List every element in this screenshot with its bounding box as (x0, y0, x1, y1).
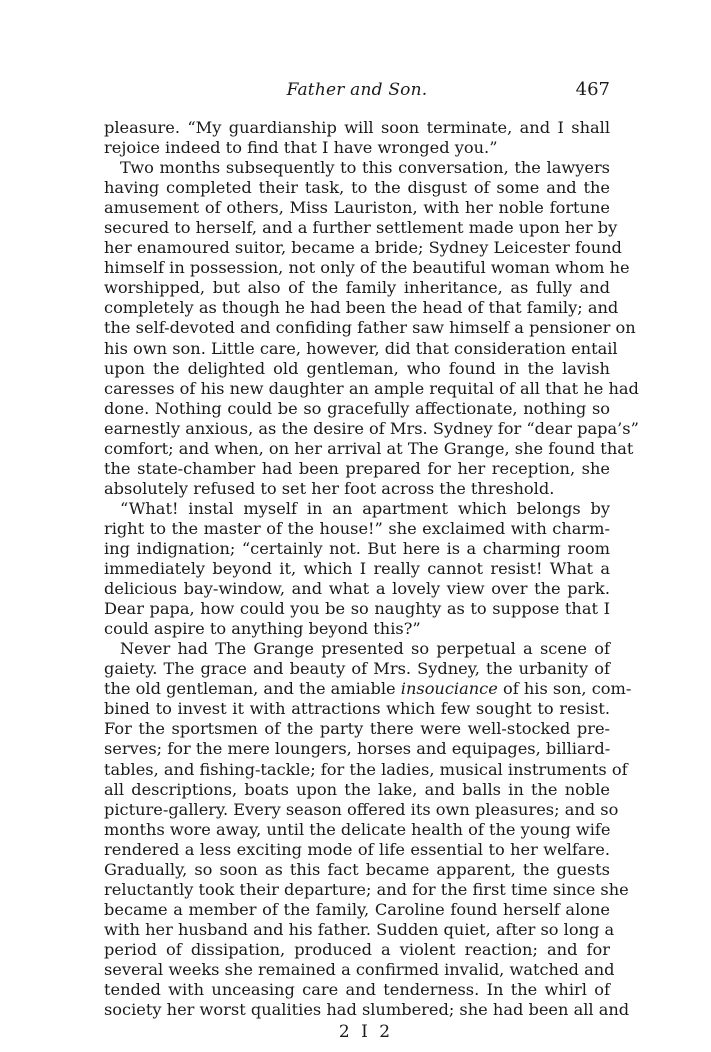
text-line: Gradually, so soon as this fact became apparent, the guests (104, 859, 610, 879)
text-line: bined to invest it with attractions which few sought to resist. (104, 699, 610, 719)
italic-word: insouciance (400, 679, 498, 699)
running-head (104, 80, 610, 106)
text-line: several weeks she remained a confirmed invalid, watched and (104, 959, 615, 979)
text-line: tended with unceasing care and tenderness. In the whirl of (104, 980, 610, 1000)
text-line: serves; for the mere loungers, horses and equipages, billiard- (104, 739, 611, 759)
text-line: immediately beyond it, which I really cannot resist! What a (104, 559, 610, 579)
text-line: became a member of the family, Caroline found herself alone (104, 899, 610, 919)
text-line: picture-gallery. Every season offered its own pleasures; and so (104, 799, 619, 819)
text-line: done. Nothing could be so gracefully affectionate, nothing so (104, 398, 610, 418)
text-line: completely as though he had been the head of that family; and (104, 298, 619, 318)
page-number: 467 (575, 79, 610, 100)
text-line-with-italic (104, 679, 632, 699)
text-line: months wore away, until the delicate health of the young wife (104, 819, 611, 839)
text-line: the state-chamber had been prepared for her reception, she (104, 458, 610, 478)
text-segment: of his son, com- (502, 679, 632, 699)
text-line: her enamoured suitor, became a bride; Sydney Leicester found (104, 238, 622, 258)
text-line: upon the delighted old gentleman, who found in the lavish (104, 358, 610, 378)
text-line: For the sportsmen of the party there were well-stocked pre- (104, 719, 610, 739)
signature-mark: 2 I 2 (338, 1022, 394, 1043)
text-line: tables, and fishing-tackle; for the ladies, musical instruments of (104, 759, 628, 779)
text-line: pleasure. “My guardianship will soon terminate, and I shall (104, 118, 610, 137)
text-line: amusement of others, Miss Lauriston, with her noble fortune (104, 198, 610, 218)
text-line: caresses of his new daughter an ample requital of all that he had (104, 378, 639, 398)
text-line: comfort; and when, on her arrival at The Grange, she found that (104, 438, 634, 458)
text-line: absolutely refused to set her foot across the threshold. (104, 478, 555, 498)
text-line: reluctantly took their departure; and for the first time since she (104, 879, 629, 899)
text-line: Dear papa, how could you be so naughty as to suppose that I (104, 599, 610, 619)
text-line: rendered a less exciting mode of life essential to her welfare. (104, 839, 610, 859)
text-line: “What! instal myself in an apartment which belongs by (120, 498, 610, 518)
book-page (104, 79, 639, 1043)
text-line: delicious bay-window, and what a lovely view over the park. (104, 579, 610, 599)
running-title: Father and Son. (286, 80, 428, 100)
text-line: ing indignation; “certainly not. But here is a charming room (104, 538, 610, 558)
text-line: secured to herself, and a further settlement made upon her by (104, 218, 618, 238)
text-segment: the old gentleman, and the amiable (104, 679, 396, 699)
text-line: earnestly anxious, as the desire of Mrs. Sydney for “dear papa’s” (104, 418, 639, 438)
text-line: Two months subsequently to this conversation, the lawyers (120, 158, 610, 178)
text-line: period of dissipation, produced a violent reaction; and for (104, 939, 610, 959)
text-line: with her husband and his father. Sudden quiet, after so long a (104, 919, 615, 939)
body-text (104, 118, 639, 1020)
text-line: could aspire to anything beyond this?” (104, 619, 421, 639)
text-line: gaiety. The grace and beauty of Mrs. Sydney, the urbanity of (104, 659, 610, 679)
text-line: worshipped, but also of the family inheritance, as fully and (104, 278, 610, 298)
text-line: the self-devoted and confiding father saw himself a pensioner on (104, 318, 636, 338)
text-line: his own son. Little care, however, did that consideration entail (104, 338, 618, 358)
text-line: all descriptions, boats upon the lake, and balls in the noble (104, 779, 610, 799)
text-line: right to the master of the house!” she exclaimed with charm- (104, 518, 610, 538)
text-line: rejoice indeed to find that I have wronged you.” (104, 138, 498, 158)
text-line: society her worst qualities had slumbered; she had been all and (104, 1000, 630, 1020)
text-line: himself in possession, not only of the beautiful woman whom he (104, 258, 630, 278)
text-line: having completed their task, to the disgust of some and the (104, 178, 610, 198)
text-line: Never had The Grange presented so perpetual a scene of (120, 639, 610, 659)
